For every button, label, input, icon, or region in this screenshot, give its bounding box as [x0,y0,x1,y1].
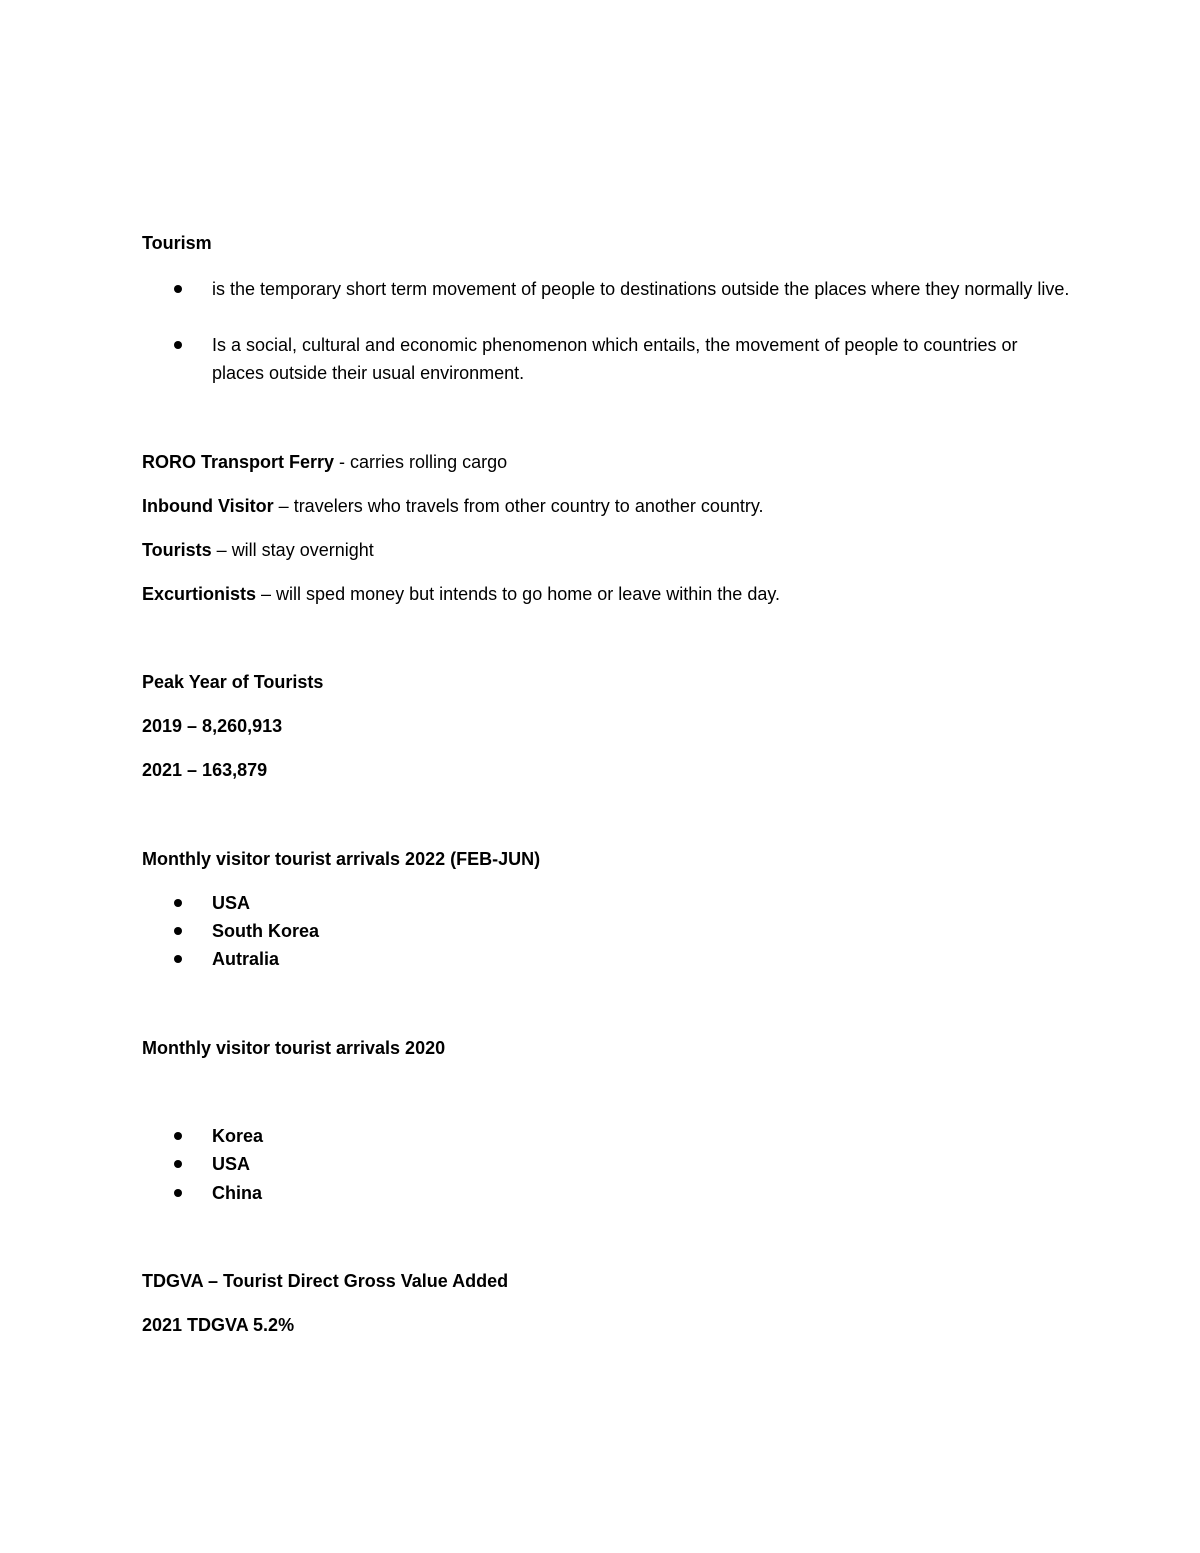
peak-year-row-2019: 2019 – 8,260,913 [142,716,283,736]
tdgva-value: 2021 TDGVA 5.2% [142,1315,295,1335]
term-separator: – [256,584,277,604]
term-definition: carries rolling cargo [350,452,508,472]
bullet-icon [174,927,182,935]
bullet-icon [174,1189,182,1197]
bullet-icon [174,1132,182,1140]
country-item: Autralia [212,949,280,969]
term-label: Excurtionists [142,584,257,604]
bullet-icon [174,1160,182,1168]
country-item: Korea [212,1126,264,1146]
term-label: RORO Transport Ferry [142,452,335,472]
term-separator: – [273,496,294,516]
term-definition: will stay overnight [231,540,374,560]
term-label: Tourists [142,540,212,560]
bullet-icon [174,341,182,349]
bullet-icon [174,955,182,963]
country-item: USA [212,1154,251,1174]
peak-year-row-2021: 2021 – 163,879 [142,760,268,780]
term-definition: travelers who travels from other country to another country. [293,496,764,516]
country-item: USA [212,893,251,913]
bullet-icon [174,899,182,907]
tdgva-heading: TDGVA – Tourist Direct Gross Value Added [142,1271,509,1291]
tourism-heading: Tourism [142,233,212,253]
peak-year-heading: Peak Year of Tourists [142,672,324,692]
term-label: Inbound Visitor [142,496,274,516]
term-inbound-visitor [142,495,764,517]
term-excurtionists [142,583,780,605]
tourism-definition-1: is the temporary short term movement of people to destinations outside the places where they normally live. [212,279,1070,299]
term-definition: will sped money but intends to go home or leave within the day. [276,584,781,604]
arrivals-2022-heading: Monthly visitor tourist arrivals 2022 (FEB-JUN) [142,849,541,869]
bullet-icon [174,285,182,293]
term-separator: - [334,452,351,472]
country-item: China [212,1183,263,1203]
arrivals-2020-heading: Monthly visitor tourist arrivals 2020 [142,1038,446,1058]
country-item: South Korea [212,921,320,941]
term-roro [142,451,507,473]
tourism-definition-2: Is a social, cultural and economic phenomenon which entails, the movement of people to countries or places outside their usual environment. [212,335,1018,383]
term-tourists [142,539,374,561]
term-separator: – [211,540,232,560]
